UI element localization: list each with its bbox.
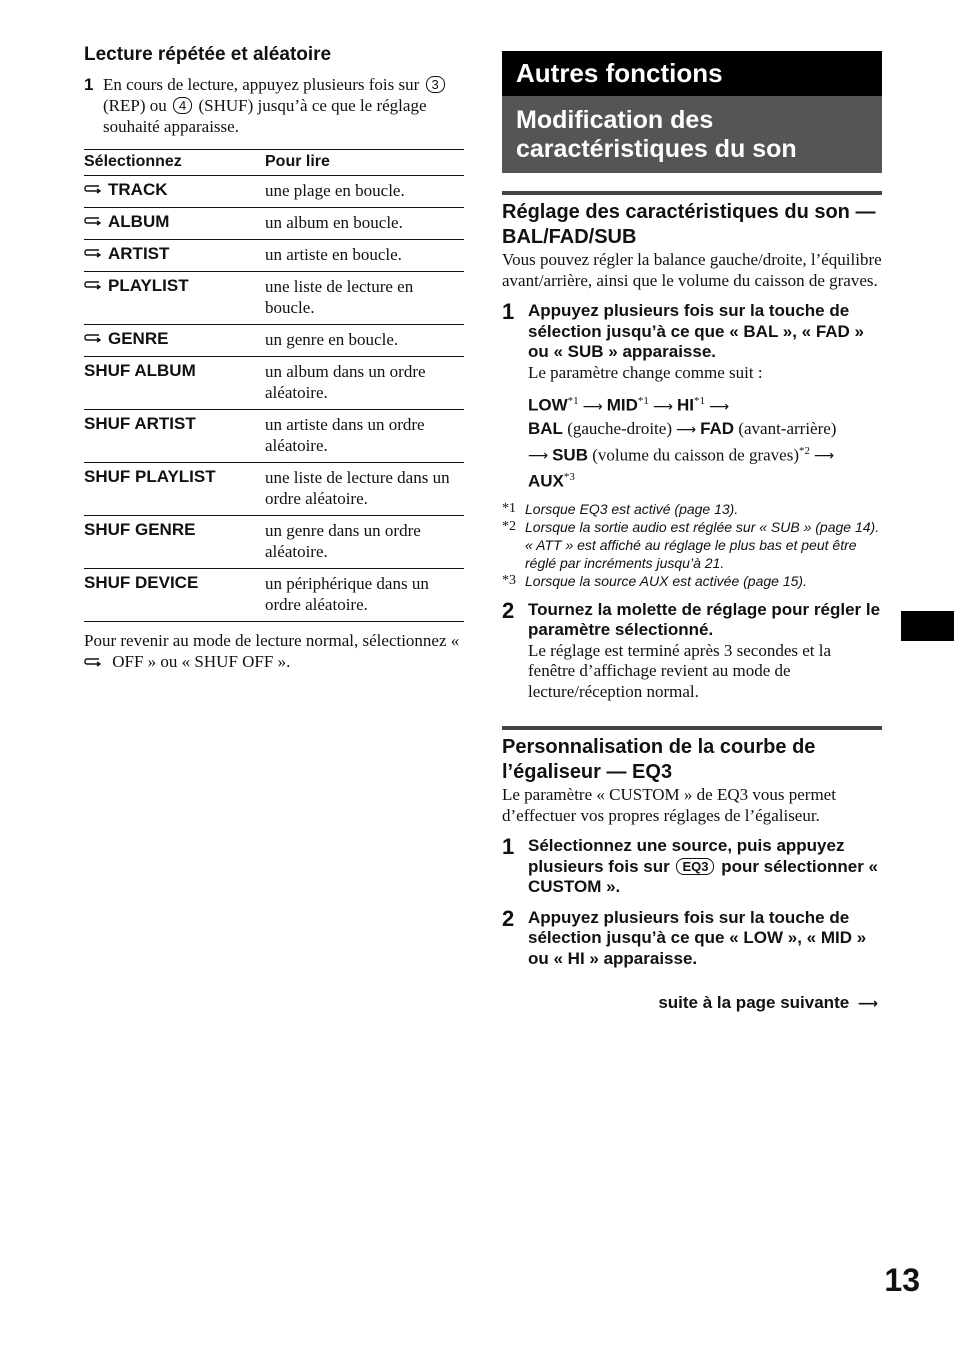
mode-description: un album en boucle. bbox=[265, 208, 464, 240]
mode-label: ARTIST bbox=[108, 244, 170, 263]
table-row bbox=[84, 516, 464, 569]
step-number: 2 bbox=[502, 905, 515, 931]
left-column bbox=[84, 44, 464, 674]
arrow-right-icon: ⟶ bbox=[582, 398, 603, 415]
step-body: Le réglage est terminé après 3 secondes et la fenêtre d’affichage revient au mode de lecture/réception normal. bbox=[528, 640, 832, 701]
arrow-right-icon: ⟶ bbox=[814, 448, 835, 465]
step-number: 2 bbox=[502, 597, 515, 623]
table-row bbox=[84, 569, 464, 622]
step-instruction: Sélectionnez une source, puis appuyez plusieurs fois sur EQ3 pour sélectionner « CUSTOM ». bbox=[528, 836, 879, 897]
section-intro: Le paramètre « CUSTOM » de EQ3 vous permet d’effectuer vos propres réglages de l’égaliseur. bbox=[502, 785, 836, 825]
footnote: *1 Lorsque EQ3 est activé (page 13). bbox=[502, 500, 739, 517]
mode-description: un périphérique dans un ordre aléatoire. bbox=[265, 569, 464, 622]
bal-step-2 bbox=[502, 597, 882, 703]
step-instruction: Appuyez plusieurs fois sur la touche de sélection jusqu’à ce que « BAL », « FAD » ou « SUB » apparaisse. bbox=[528, 301, 865, 361]
table-row bbox=[84, 176, 464, 208]
mode-description: un genre en boucle. bbox=[265, 325, 464, 357]
step-instruction: Tournez la molette de réglage pour régler le paramètre sélectionné. bbox=[528, 599, 881, 640]
eq3-step-2 bbox=[502, 905, 882, 970]
mode-label: TRACK bbox=[108, 180, 168, 199]
mode-description: une liste de lecture dans un ordre aléatoire. bbox=[265, 463, 464, 516]
footnote: *2 Lorsque la sortie audio est réglée sur « SUB » (page 14). bbox=[502, 518, 880, 535]
mode-description: un artiste en boucle. bbox=[265, 240, 464, 272]
step-number: 1 bbox=[502, 299, 515, 324]
page-number: 13 bbox=[884, 1262, 920, 1298]
mode-cell bbox=[84, 208, 265, 240]
table-row bbox=[84, 325, 464, 357]
mode-label: SHUF GENRE bbox=[84, 520, 196, 539]
parameter-sequence: LOW$^{*1}$ ⟶ MID$^{*1}$ ⟶ HI$^{*1}$ ⟶ BAL (gauche-droite) ⟶ FAD (avant-arrière) ⟶ SUB (volume du caisson de graves)$^{*2}$ ⟶ AUX$^{*3}$ bbox=[528, 395, 837, 491]
section-divider bbox=[502, 191, 882, 195]
mode-cell bbox=[84, 410, 265, 463]
mode-cell bbox=[84, 240, 265, 272]
mode-cell bbox=[84, 516, 265, 569]
mode-cell bbox=[84, 325, 265, 357]
chapter-banner: Autres fonctions bbox=[502, 51, 882, 96]
table-header-row bbox=[84, 150, 464, 176]
step-body: Le paramètre change comme suit : bbox=[528, 362, 763, 382]
step-1 bbox=[84, 74, 464, 137]
bal-step-1 bbox=[502, 301, 882, 492]
header-select: Sélectionnez bbox=[84, 150, 265, 176]
mode-cell bbox=[84, 463, 265, 516]
footnote: *3 Lorsque la source AUX est activée (page 15). bbox=[502, 572, 807, 589]
table-row bbox=[84, 410, 464, 463]
step-number: 1 bbox=[84, 75, 94, 94]
mode-label: GENRE bbox=[108, 329, 169, 348]
arrow-right-icon: ⟶ bbox=[708, 398, 730, 415]
mode-label: SHUF ALBUM bbox=[84, 361, 196, 380]
section-intro: Vous pouvez régler la balance gauche/droite, l’équilibre avant/arrière, ainsi que le volume du caisson de graves. bbox=[502, 250, 882, 290]
section-heading-repeat-shuffle: Lecture répétée et aléatoire bbox=[84, 44, 332, 65]
mode-label: SHUF DEVICE bbox=[84, 573, 199, 592]
arrow-right-icon: ⟶ bbox=[528, 448, 549, 465]
table-row bbox=[84, 208, 464, 240]
repeat-icon bbox=[84, 213, 102, 233]
mode-table bbox=[84, 149, 464, 622]
mode-cell bbox=[84, 176, 265, 208]
table-row bbox=[84, 272, 464, 325]
mode-cell bbox=[84, 357, 265, 410]
table-row bbox=[84, 357, 464, 410]
right-column bbox=[502, 51, 882, 1013]
mode-label: PLAYLIST bbox=[108, 276, 189, 295]
side-tab-marker bbox=[901, 611, 954, 641]
mode-label: SHUF ARTIST bbox=[84, 414, 196, 433]
repeat-icon bbox=[84, 181, 102, 201]
eq3-step-1 bbox=[502, 836, 882, 898]
mode-description: un genre dans un ordre aléatoire. bbox=[265, 516, 464, 569]
key-4-badge: 4 bbox=[173, 97, 192, 114]
section-title-eq3: Personnalisation de la courbe de l’égaliseur — EQ3 bbox=[502, 736, 816, 784]
section-title-bal-fad-sub: Réglage des caractéristiques du son — BAL/FAD/SUB bbox=[502, 201, 876, 248]
repeat-icon bbox=[84, 653, 102, 674]
footnotes bbox=[502, 500, 882, 590]
footnote: « ATT » est affiché au réglage le plus bas et peut être réglé par incréments jusqu’à 21. bbox=[525, 536, 857, 571]
continued-note: suite à la page suivante ⟶ bbox=[658, 993, 878, 1013]
return-note: Pour revenir au mode de lecture normal, sélectionnez « OFF » ou « SHUF OFF ». bbox=[84, 630, 464, 674]
table-row bbox=[84, 240, 464, 272]
table-row bbox=[84, 463, 464, 516]
arrow-right-icon: ⟶ bbox=[857, 996, 878, 1013]
mode-cell bbox=[84, 272, 265, 325]
section-divider bbox=[502, 726, 882, 730]
key-3-badge: 3 bbox=[426, 76, 445, 93]
arrow-right-icon: ⟶ bbox=[652, 398, 673, 415]
repeat-icon bbox=[84, 330, 102, 350]
step-number: 1 bbox=[502, 834, 515, 860]
step-instruction: Appuyez plusieurs fois sur la touche de sélection jusqu’à ce que « LOW », « MID » ou « HI » apparaisse. bbox=[528, 907, 867, 968]
mode-cell bbox=[84, 569, 265, 622]
mode-description: une plage en boucle. bbox=[265, 176, 464, 208]
mode-description: un artiste dans un ordre aléatoire. bbox=[265, 410, 464, 463]
repeat-icon bbox=[84, 277, 102, 297]
repeat-icon bbox=[84, 245, 102, 265]
step-text: En cours de lecture, appuyez plusieurs fois sur 3 (REP) ou 4 (SHUF) jusqu’à ce que le réglage souhaité apparaisse. bbox=[103, 74, 464, 137]
eq3-key-badge: EQ3 bbox=[676, 858, 714, 875]
mode-description: un album dans un ordre aléatoire. bbox=[265, 357, 464, 410]
mode-label: SHUF PLAYLIST bbox=[84, 467, 216, 486]
header-play: Pour lire bbox=[265, 150, 464, 176]
mode-label: ALBUM bbox=[108, 212, 170, 231]
arrow-right-icon: ⟶ bbox=[675, 421, 697, 438]
section-banner: Modification des caractéristiques du son bbox=[502, 96, 882, 173]
mode-description: une liste de lecture en boucle. bbox=[265, 272, 464, 325]
